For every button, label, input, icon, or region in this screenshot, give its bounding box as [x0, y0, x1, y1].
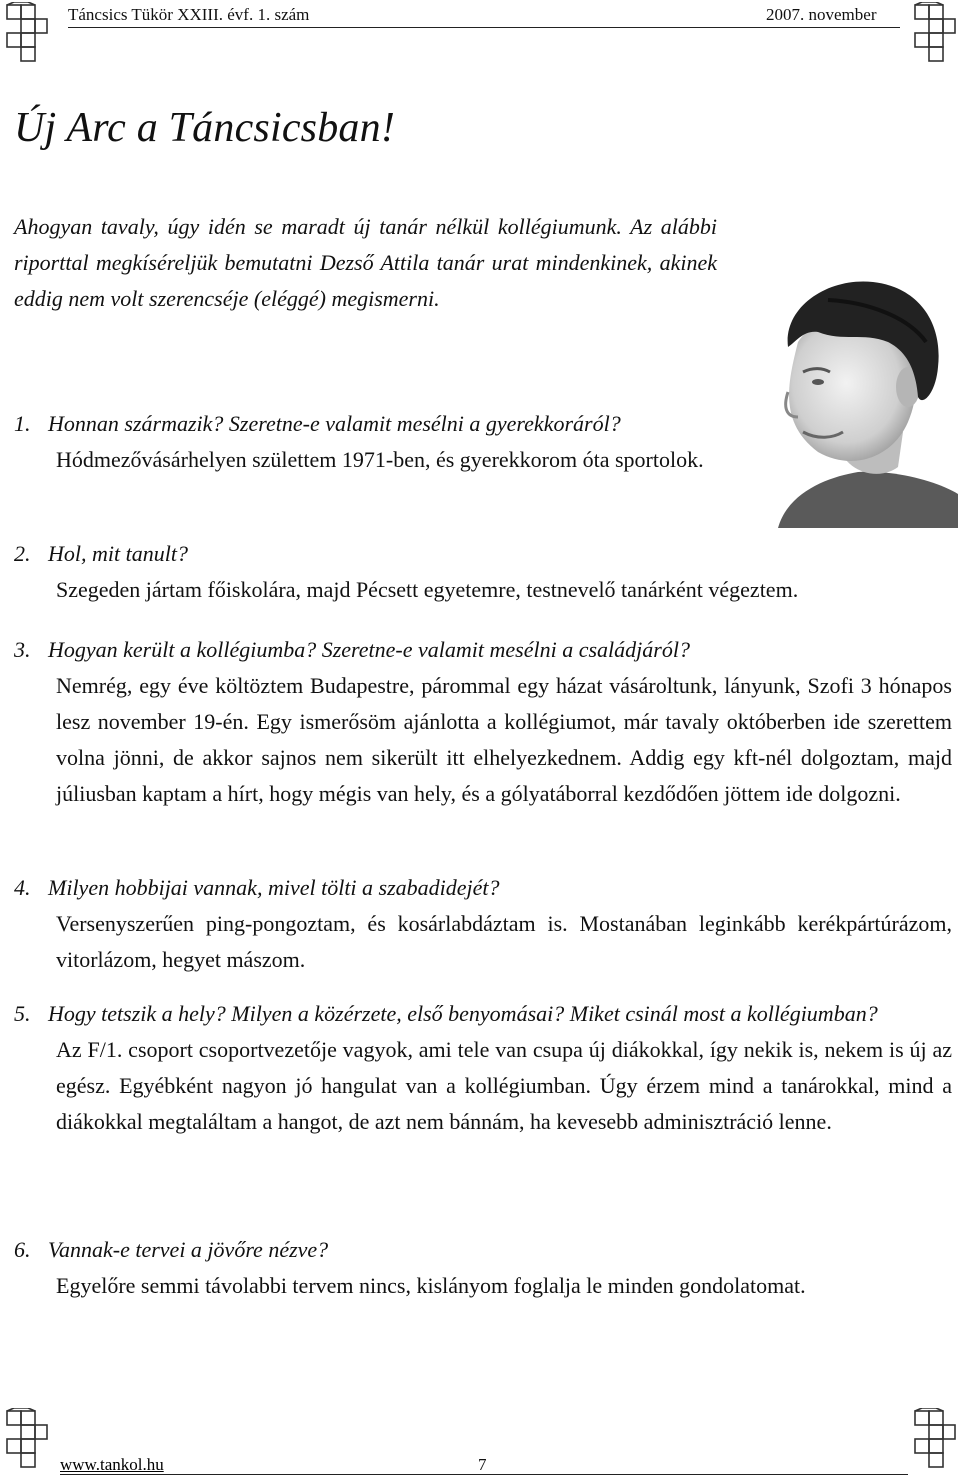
question-text: Hogy tetszik a hely? Milyen a közérzete, első benyomásai? Miket csinál most a kollégiumban?: [48, 1001, 878, 1026]
qa-item-6: [14, 1232, 952, 1304]
cube-stack-logo-icon: [912, 1408, 958, 1470]
question-text: Hol, mit tanult?: [48, 541, 188, 566]
footer-rule: [60, 1474, 908, 1475]
article-title: Új Arc a Táncsicsban!: [14, 105, 396, 151]
question-number: 3.: [14, 637, 31, 662]
answer-text: Versenyszerűen ping-pongoztam, és kosárlabdáztam is. Mostanában leginkább kerékpártúrázom, vitorlázom, hegyet mászom.: [56, 911, 952, 972]
qa-item-3: [14, 632, 952, 812]
header-rule: [68, 27, 900, 28]
question: [14, 632, 952, 668]
page-number: 7: [478, 1455, 487, 1474]
question-text: Honnan származik? Szeretne-e valamit mesélni a gyerekkoráról?: [48, 411, 621, 436]
question: [14, 536, 914, 572]
answer-text: Az F/1. csoport csoportvezetője vagyok, ami tele van csupa új diákokkal, így nekik is, nekem is új az egész. Egyébként nagyon jó hangulat van a kollégiumban. Úgy érzem mind a tanárokkal, mind a diákokkal megtaláltam a hangot, de azt nem bánnám, ha kevesebb adminisztráció lenne.: [56, 1037, 952, 1134]
footer-website-link[interactable]: www.tankol.hu: [60, 1455, 164, 1474]
question-number: 4.: [14, 875, 31, 900]
header-date: 2007. november: [766, 5, 877, 24]
question-number: 6.: [14, 1237, 31, 1262]
article-intro: Ahogyan tavaly, úgy idén se maradt új tanár nélkül kollégiumunk. Az alábbi riporttal megkíséreljük bemutatni Dezső Attila tanár urat mindenkinek, akinek eddig nem volt szerencséje (eléggé) megismerni.: [14, 214, 717, 311]
qa-item-2: [14, 536, 914, 608]
question: [14, 996, 952, 1032]
cube-stack-logo-icon: [912, 2, 958, 64]
question-text: Vannak-e tervei a jövőre nézve?: [48, 1237, 329, 1262]
answer-text: Nemrég, egy éve költöztem Budapestre, párommal egy házat vásároltunk, lányunk, Szofi 3 hónapos lesz november 19-én. Egy ismerősöm ajánlotta a kollégiumot, már tavaly októberben ide szerettem volna jönni, de akkor sajnos nem sikerült itt elhelyezkednem. Addig egy kft-nél dolgoztam, majd júliusban kaptam a hírt, hogy mégis van hely, és a gólyatáborral kezdődően jöttem ide dolgozni.: [56, 673, 952, 806]
qa-item-4: [14, 870, 952, 978]
cube-stack-logo-icon: [4, 1408, 50, 1470]
question-number: 1.: [14, 411, 31, 436]
portrait-photo: [758, 272, 958, 528]
answer-text: Szegeden jártam főiskolára, majd Pécsett egyetemre, testnevelő tanárként végeztem.: [56, 577, 799, 602]
question: [14, 406, 717, 442]
question-text: Milyen hobbijai vannak, mivel tölti a szabadidejét?: [48, 875, 500, 900]
qa-item-1: [14, 406, 717, 478]
question-number: 2.: [14, 541, 31, 566]
answer-text: Hódmezővásárhelyen születtem 1971-ben, és gyerekkorom óta sportolok.: [56, 447, 704, 472]
qa-item-5: [14, 996, 952, 1140]
question-text: Hogyan került a kollégiumba? Szeretne-e valamit mesélni a családjáról?: [48, 637, 690, 662]
answer-text: Egyelőre semmi távolabbi tervem nincs, kislányom foglalja le minden gondolatomat.: [56, 1273, 806, 1298]
question: [14, 870, 952, 906]
question: [14, 1232, 952, 1268]
question-number: 5.: [14, 1001, 31, 1026]
header-publication: Táncsics Tükör XXIII. évf. 1. szám: [68, 5, 310, 24]
cube-stack-logo-icon: [4, 2, 50, 64]
